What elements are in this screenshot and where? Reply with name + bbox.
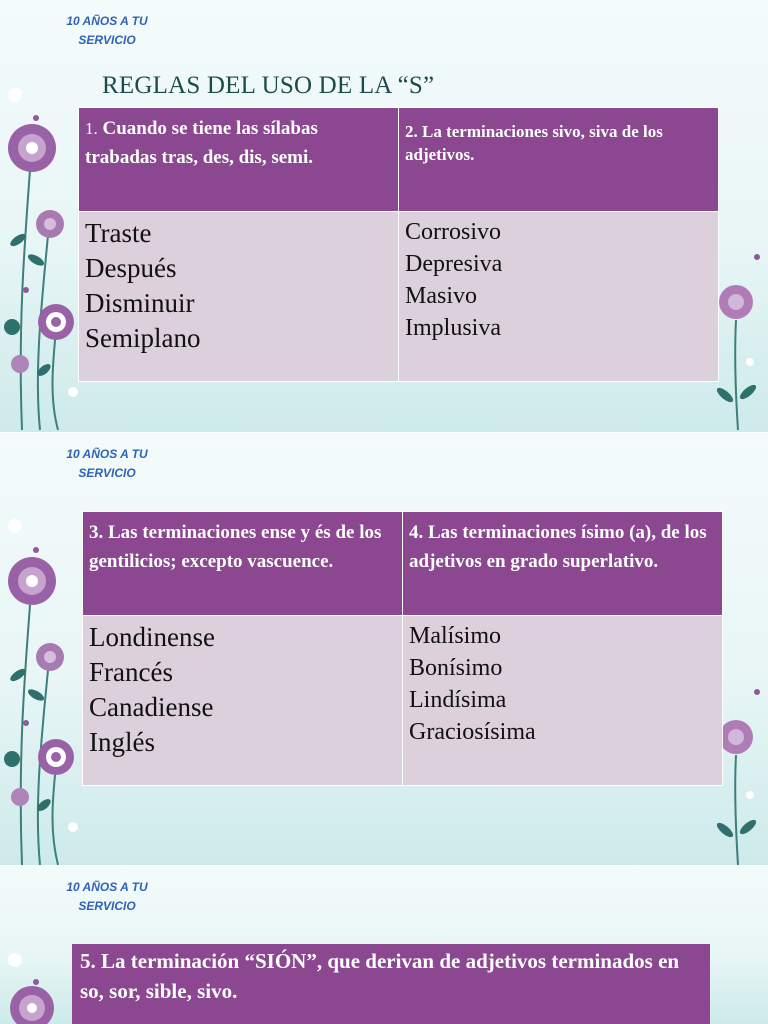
brand-logo [52, 878, 162, 916]
example-item: Masivo [405, 283, 477, 309]
example-item: Lindísima [409, 687, 507, 713]
example-item: Francés [89, 657, 173, 687]
example-item: Bonísimo [409, 655, 503, 681]
example-item: Graciosísima [409, 719, 536, 745]
flower-icon [719, 720, 753, 754]
rule-1-examples [79, 212, 399, 382]
rule-4-examples [403, 616, 723, 786]
example-item: Depresiva [405, 251, 503, 277]
brand-line-2: SERVICIO [78, 899, 136, 913]
rules-table-2 [82, 511, 723, 786]
brand-logo [52, 12, 162, 50]
rule-4-header: 4. Las terminaciones ísimo (a), de los adjetivos en grado superlativo. [403, 512, 723, 616]
flower-icon [38, 739, 74, 775]
example-item: Canadiense [89, 692, 214, 722]
example-item: Londinense [89, 622, 215, 652]
flower-icon [11, 788, 29, 806]
slide-1 [0, 0, 768, 432]
brand-line-2: SERVICIO [78, 466, 136, 480]
example-item: Disminuir [85, 288, 195, 318]
rule-1-text: Cuando se tiene las sílabas trabadas tras, des, dis, semi. [85, 118, 318, 168]
rule-1-number: 1. [85, 119, 98, 138]
flower-icon [36, 210, 64, 238]
rule-2-examples [399, 212, 719, 382]
brand-line-2: SERVICIO [78, 33, 136, 47]
example-item: Implusiva [405, 315, 501, 341]
page-title: REGLAS DEL USO DE LA “S” [102, 72, 435, 99]
flower-icon [10, 986, 54, 1024]
example-item: Después [85, 253, 177, 283]
rule-2-header: 2. La terminaciones sivo, siva de los adjetivos. [399, 108, 719, 212]
flower-icon [719, 285, 753, 319]
rule-3-header: 3. Las terminaciones ense y és de los gentilicios; excepto vascuence. [83, 512, 403, 616]
example-item: Inglés [89, 727, 155, 757]
rule-1-header [79, 108, 399, 212]
rules-table-1 [78, 107, 719, 382]
example-item: Semiplano [85, 323, 201, 353]
flower-icon [8, 557, 56, 605]
rule-3-examples [83, 616, 403, 786]
example-item: Malísimo [409, 623, 502, 649]
flower-icon [36, 643, 64, 671]
flower-icon [38, 304, 74, 340]
brand-line-1: 10 AÑOS A TU [66, 14, 148, 28]
brand-line-1: 10 AÑOS A TU [66, 880, 148, 894]
brand-logo [52, 445, 162, 483]
slide-3 [0, 866, 768, 1024]
slide-2 [0, 433, 768, 865]
flower-icon [11, 355, 29, 373]
flower-icon [8, 124, 56, 172]
brand-line-1: 10 AÑOS A TU [66, 447, 148, 461]
example-item: Traste [85, 218, 152, 248]
rule-5-header: 5. La terminación “SIÓN”, que derivan de adjetivos terminados en so, sor, sible, sivo. [72, 944, 710, 1024]
example-item: Corrosivo [405, 219, 501, 245]
